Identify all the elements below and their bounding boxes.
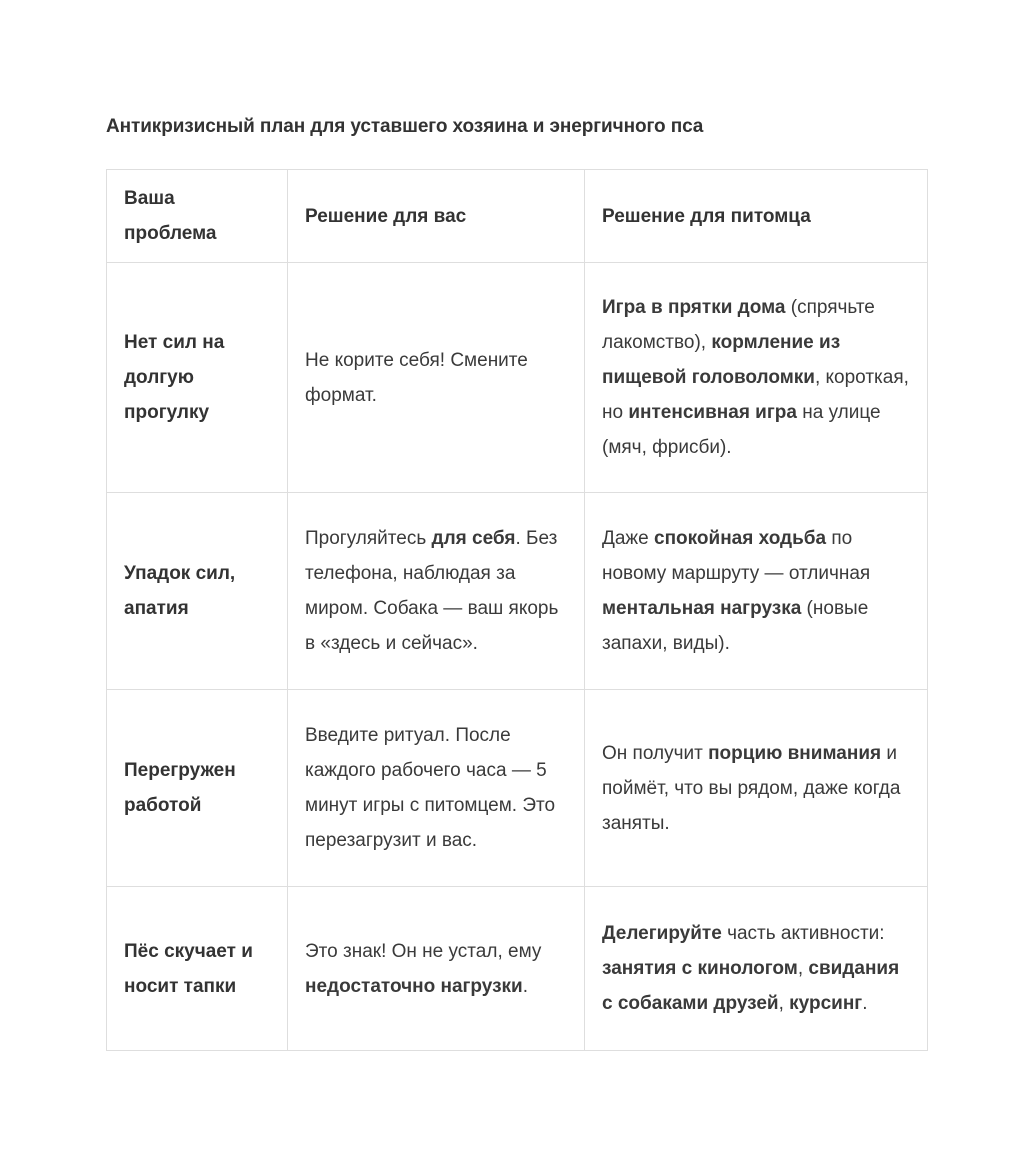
table-row	[107, 493, 928, 690]
text-run: часть активности:	[721, 923, 885, 944]
text-run: Не корите себя! Смените формат.	[305, 349, 528, 406]
problem-cell: Нет сил на долгую прогулку	[107, 263, 288, 493]
bold-text-run: порцию внимания	[708, 742, 882, 764]
text-run: (новые запахи, виды).	[602, 598, 869, 654]
text-run: Это знак! Он не устал, ему	[305, 940, 542, 962]
pet-solution-cell	[585, 263, 928, 493]
text-run: ,	[797, 958, 809, 979]
problem-cell: Пёс скучает и носит тапки	[107, 887, 288, 1051]
bold-text-run: свидания с собаками друзей	[602, 958, 900, 1014]
owner-solution-cell	[288, 690, 585, 887]
pet-solution-cell	[585, 690, 928, 887]
bold-text-run: спокойная ходьба	[654, 528, 827, 549]
page-title: Антикризисный план для уставшего хозяина и энергичного пса	[106, 116, 704, 137]
bold-text-run: кормление из пищевой головоломки	[602, 332, 841, 388]
text-run: Даже	[602, 528, 654, 549]
text-run: . Без телефона, наблюдая за миром. Собака — ваш якорь в «здесь и сейчас».	[305, 528, 559, 654]
bold-text-run: Делегируйте	[602, 923, 722, 944]
bold-text-run: ментальная нагрузка	[602, 598, 802, 619]
text-run: .	[862, 993, 868, 1014]
plan-table	[106, 169, 928, 1051]
table-row	[107, 263, 928, 493]
owner-solution-cell	[288, 263, 585, 493]
header-problem: Ваша проблема	[107, 170, 288, 263]
text-run: и поймёт, что вы рядом, даже когда заняты.	[602, 742, 901, 834]
text-run: ,	[778, 993, 790, 1014]
table-row	[107, 690, 928, 887]
text-run: на улице (мяч, фрисби).	[602, 402, 881, 458]
text-run: Введите ритуал. После каждого рабочего часа — 5 минут игры с питомцем. Это перезагрузит и вас.	[305, 725, 556, 851]
pet-solution-cell	[585, 887, 928, 1051]
text-run: (спрячьте лакомство),	[602, 297, 875, 353]
bold-text-run: Игра в прятки дома	[602, 297, 786, 318]
header-pet-solution: Решение для питомца	[585, 170, 928, 263]
problem-cell: Упадок сил, апатия	[107, 493, 288, 690]
pet-solution-cell	[585, 493, 928, 690]
table-header-row	[107, 170, 928, 263]
bold-text-run: занятия с кинологом	[602, 958, 798, 979]
header-owner-solution: Решение для вас	[288, 170, 585, 263]
text-run: Он получит	[602, 742, 709, 764]
bold-text-run: недостаточно нагрузки	[305, 975, 523, 997]
table-row	[107, 887, 928, 1051]
text-run: Прогуляйтесь	[305, 528, 432, 549]
text-run: , короткая, но	[602, 367, 909, 423]
bold-text-run: для себя	[431, 528, 516, 549]
bold-text-run: интенсивная игра	[628, 402, 797, 423]
bold-text-run: курсинг	[789, 993, 863, 1014]
owner-solution-cell	[288, 887, 585, 1051]
problem-cell: Перегружен работой	[107, 690, 288, 887]
text-run: по новому маршруту — отличная	[602, 528, 871, 584]
owner-solution-cell	[288, 493, 585, 690]
text-run: .	[522, 975, 529, 997]
